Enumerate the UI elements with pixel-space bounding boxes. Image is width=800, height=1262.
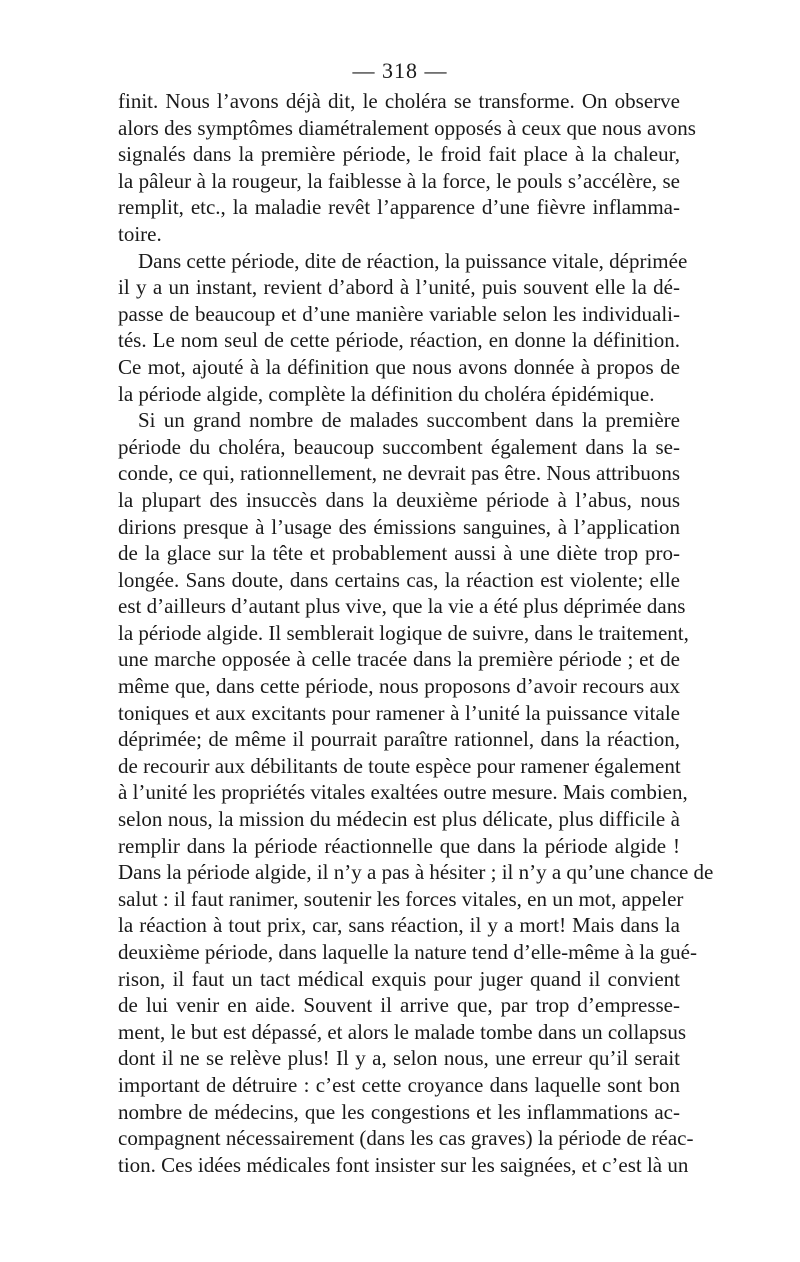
text-line: dirions presque à l’usage des émissions sanguines, à l’application [118,514,680,539]
paragraph [118,88,696,248]
text-line: toniques et aux excitants pour ramener à l’unité la puissance vitale [118,700,680,725]
text-line: Dans la période algide, il n’y a pas à hésiter ; il n’y a qu’une chance de [118,860,714,885]
text-line: nombre de médecins, que les congestions et les inflammations ac- [118,1099,680,1124]
body-text [118,88,714,1178]
text-line: tés. Le nom seul de cette période, réaction, en donne la définition. [118,328,680,353]
text-line: ment, le but est dépassé, et alors le malade tombe dans un collapsus [118,1019,687,1044]
text-line: de lui venir en aide. Souvent il arrive que, par trop d’empresse- [118,993,680,1018]
text-line: important de détruire : c’est cette croyance dans laquelle sont bon [118,1072,680,1097]
text-line: signalés dans la première période, le froid fait place à la chaleur, [118,142,680,167]
text-line: Si un grand nombre de malades succombent dans la première [138,408,680,433]
text-line: remplir dans la période réactionnelle que dans la période algide ! [118,833,680,858]
paragraph [118,407,714,1178]
text-line: une marche opposée à celle tracée dans la première période ; et de [118,647,680,672]
paragraph [118,248,688,408]
text-line: même que, dans cette période, nous proposons d’avoir recours aux [118,674,680,699]
text-line: rison, il faut un tact médical exquis pour juger quand il convient [118,966,680,991]
text-line: conde, ce qui, rationnellement, ne devrait pas être. Nous attribuons [118,461,680,486]
text-line: Dans cette période, dite de réaction, la puissance vitale, déprimée [138,248,688,273]
text-line: déprimée; de même il pourrait paraître rationnel, dans la réaction, [118,727,680,752]
text-line: remplit, etc., la maladie revêt l’apparence d’une fièvre inflamma- [118,195,680,220]
text-line: finit. Nous l’avons déjà dit, le choléra se transforme. On observe [118,89,680,113]
page-number: — 318 — [352,58,448,83]
text-line: de la glace sur la tête et probablement aussi à une diète trop pro- [118,541,680,566]
text-line: passe de beaucoup et d’une manière variable selon les individuali- [118,301,680,326]
text-line: selon nous, la mission du médecin est plus délicate, plus difficile à [118,807,680,832]
text-line: tion. Ces idées médicales font insister sur les saignées, et c’est là un [118,1152,689,1177]
text-line: compagnent nécessairement (dans les cas graves) la période de réac- [118,1126,694,1151]
text-line: la pâleur à la rougeur, la faiblesse à la force, le pouls s’accélère, se [118,168,680,193]
text-line: il y a un instant, revient d’abord à l’unité, puis souvent elle la dé- [118,275,680,300]
text-line: toire. [118,221,162,246]
text-line: période du choléra, beaucoup succombent également dans la se- [118,434,680,459]
text-line: deuxième période, dans laquelle la nature tend d’elle-même à la gué- [118,940,697,964]
text-line: de recourir aux débilitants de toute espèce pour ramener également [118,753,681,778]
text-line: est d’ailleurs d’autant plus vive, que la vie a été plus déprimée dans [118,594,686,619]
text-line: la plupart des insuccès dans la deuxième période à l’abus, nous [118,487,680,512]
text-line: alors des symptômes diamétralement opposés à ceux que nous avons [118,115,696,140]
text-line: dont il ne se relève plus! Il y a, selon nous, une erreur qu’il serait [118,1046,680,1071]
text-line: Ce mot, ajouté à la définition que nous avons donnée à propos de [118,354,680,379]
text-line: longée. Sans doute, dans certains cas, la réaction est violente; elle [118,567,680,592]
text-line: la réaction à tout prix, car, sans réaction, il y a mort! Mais dans la [118,913,680,938]
text-line: la période algide, complète la définition du choléra épidémique. [118,381,655,406]
text-line: salut : il faut ranimer, soutenir les forces vitales, en un mot, appeler [118,886,684,911]
text-line: la période algide. Il semblerait logique de suivre, dans le traitement, [118,620,689,645]
text-line: à l’unité les propriétés vitales exaltées outre mesure. Mais combien, [118,780,688,805]
